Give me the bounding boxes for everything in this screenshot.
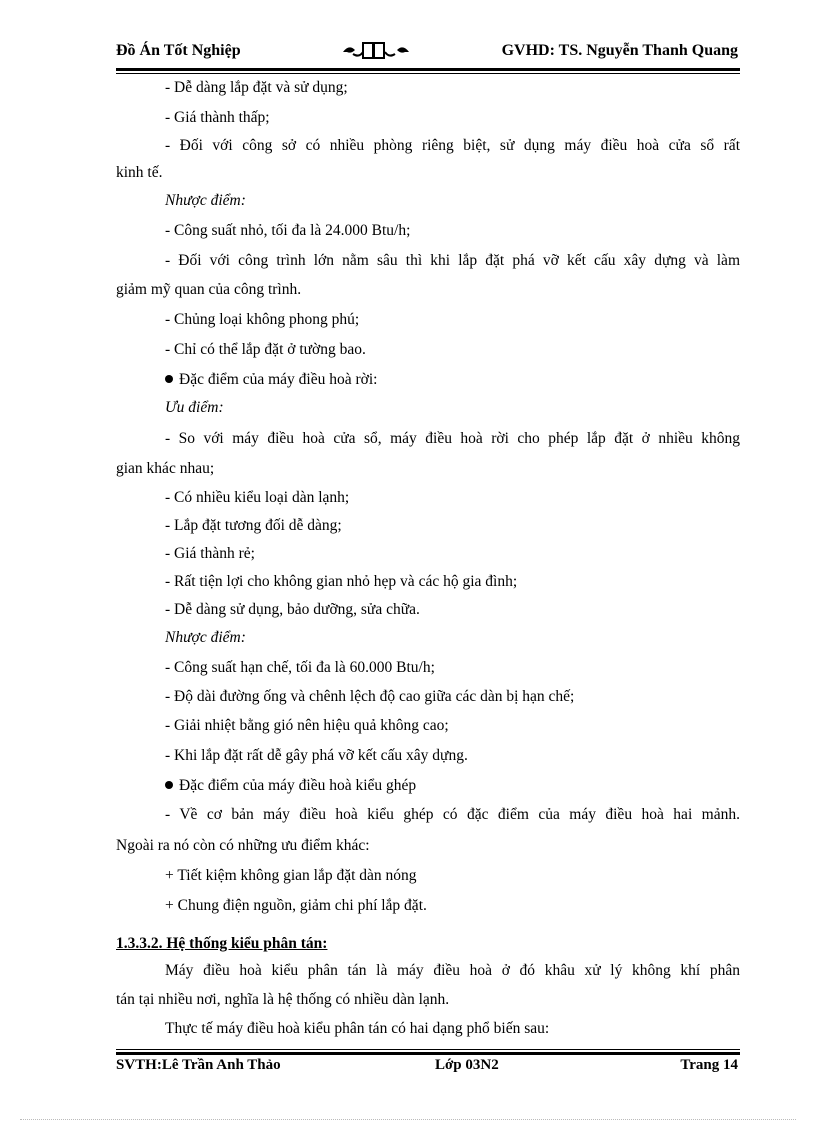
text-line: - Chỉ có thể lắp đặt ở tường bao. <box>165 341 366 358</box>
bullet-heading <box>165 777 416 795</box>
book-ornament-icon <box>341 40 411 62</box>
page-header <box>116 40 740 66</box>
text-line: - Chủng loại không phong phú; <box>165 311 360 328</box>
text-line: - Có nhiều kiểu loại dàn lạnh; <box>165 489 350 506</box>
text-line: - Dễ dàng lắp đặt và sử dụng; <box>165 79 348 96</box>
page-number: Trang 14 <box>680 1057 738 1073</box>
header-rule-thin <box>116 73 740 74</box>
subheading-disadvantages: Nhược điểm: <box>165 192 246 209</box>
footer-class: Lớp 03N2 <box>435 1057 499 1073</box>
subheading-advantages: Ưu điểm: <box>165 399 224 416</box>
text-line: + Chung điện nguồn, giảm chi phí lắp đặt. <box>165 897 427 914</box>
text-line: gian khác nhau; <box>116 460 215 477</box>
text-line: - Về cơ bản máy điều hoà kiểu ghép có đặc điểm của máy điều hoà hai mảnh. <box>165 806 740 823</box>
text-line: Thực tế máy điều hoà kiểu phân tán có hai dạng phổ biến sau: <box>165 1020 550 1037</box>
text-line: - Đối với công trình lớn nằm sâu thì khi lắp đặt phá vỡ kết cấu xây dựng và làm <box>165 252 740 269</box>
subheading-disadvantages: Nhược điểm: <box>165 629 246 646</box>
header-advisor: GVHD: TS. Nguyễn Thanh Quang <box>501 42 738 59</box>
header-rule <box>116 68 740 71</box>
footer-rule-thin <box>116 1049 740 1050</box>
bullet-heading <box>165 371 377 389</box>
footer-rule <box>116 1052 740 1055</box>
text-line: + Tiết kiệm không gian lắp đặt dàn nóng <box>165 867 417 884</box>
text-line: - So với máy điều hoà cửa sổ, máy điều hoà rời cho phép lắp đặt ở nhiều không <box>165 430 740 447</box>
footer-student: SVTH:Lê Trần Anh Thảo <box>116 1057 281 1073</box>
text-line: - Rất tiện lợi cho không gian nhỏ hẹp và các hộ gia đình; <box>165 573 518 590</box>
section-heading: 1.3.3.2. Hệ thống kiểu phân tán: <box>116 935 328 952</box>
text-line: - Giải nhiệt bằng gió nên hiệu quả không cao; <box>165 717 449 734</box>
text-line: Máy điều hoà kiểu phân tán là máy điều hoà ở đó khâu xử lý không khí phân <box>165 962 740 979</box>
text-line: - Giá thành thấp; <box>165 109 270 126</box>
text-line: - Giá thành rẻ; <box>165 545 255 562</box>
page-edge-dots <box>20 1119 796 1120</box>
text-line: - Công suất nhỏ, tối đa là 24.000 Btu/h; <box>165 222 411 239</box>
text-line: tán tại nhiều nơi, nghĩa là hệ thống có nhiều dàn lạnh. <box>116 991 450 1008</box>
text-line: - Công suất hạn chế, tối đa là 60.000 Btu/h; <box>165 659 435 676</box>
text-line: - Khi lắp đặt rất dễ gây phá vỡ kết cấu xây dựng. <box>165 747 468 764</box>
text-line: - Đối với công sở có nhiều phòng riêng biệt, sử dụng máy điều hoà cửa sổ rất <box>165 137 740 154</box>
text-line: - Dễ dàng sử dụng, bảo dưỡng, sửa chữa. <box>165 601 420 618</box>
text-line: - Lắp đặt tương đối dễ dàng; <box>165 517 342 534</box>
header-title: Đồ Án Tốt Nghiệp <box>116 42 241 59</box>
text-line: giảm mỹ quan của công trình. <box>116 281 302 298</box>
text-line: - Độ dài đường ống và chênh lệch độ cao giữa các dàn bị hạn chế; <box>165 688 575 705</box>
page-footer <box>116 1057 740 1077</box>
text-line: kinh tế. <box>116 164 163 181</box>
bullet-icon <box>165 375 173 383</box>
bullet-text: Đặc điểm của máy điều hoà kiểu ghép <box>179 777 417 794</box>
text-line: Ngoài ra nó còn có những ưu điểm khác: <box>116 837 370 854</box>
bullet-icon <box>165 781 173 789</box>
bullet-text: Đặc điểm của máy điều hoà rời: <box>179 371 378 388</box>
